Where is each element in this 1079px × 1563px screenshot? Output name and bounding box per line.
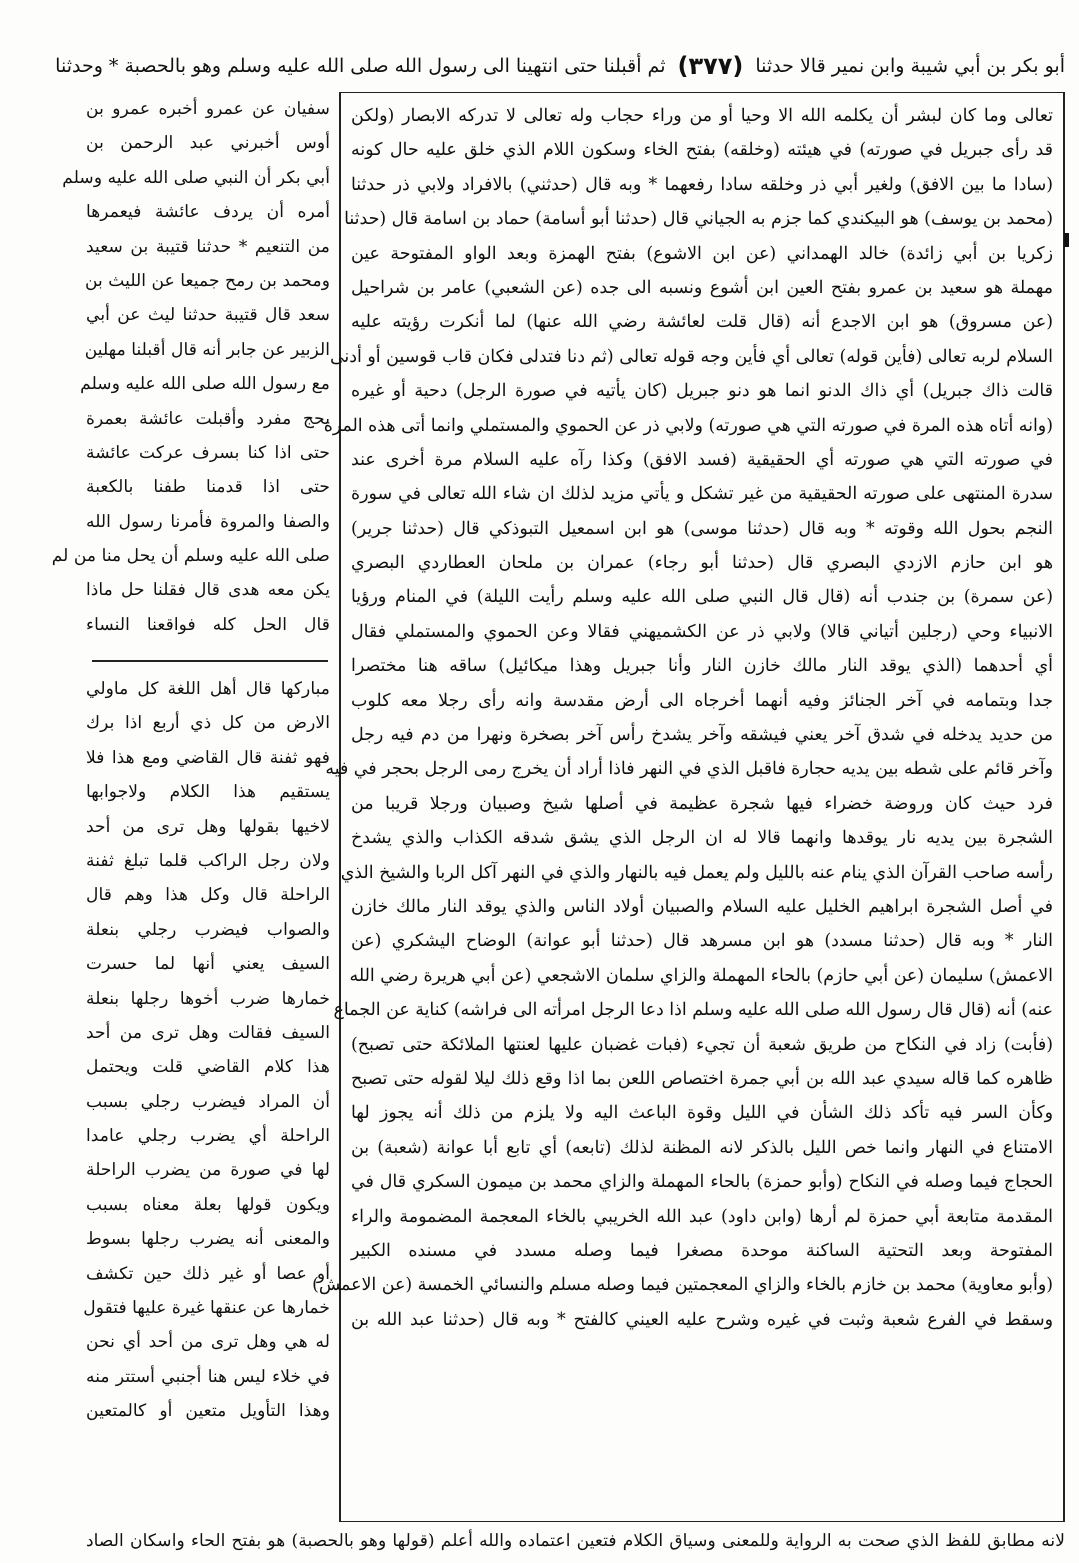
hadith-line: من التنعيم * حدثنا قتيبة بن سعيد	[86, 236, 330, 257]
hadith-line: أمره أن يردف عائشة فيعمرها	[86, 202, 330, 223]
hadith-line: مع رسول الله صلى الله عليه وسلم	[80, 374, 330, 395]
nawawi-margin-column	[83, 672, 330, 1522]
commentary-line	[351, 1440, 1053, 1474]
nawawi-line: والمعنى أنه يضرب رجلها بسوط	[86, 1229, 330, 1250]
nawawi-line: الارض من كل ذي أربع اذا برك	[86, 713, 330, 734]
hadith-line: حتى اذا قدمنا طفنا بالكعبة	[86, 477, 330, 498]
nawawi-line: في خلاء ليس هنا أجنبي أستتر منه	[86, 1366, 330, 1387]
commentary-line: وكأن السر فيه تأكد ذلك الشأن في الليل وقوة الباعث اليه ولا يلزم من ذلك أنه يجوز لها	[351, 1103, 1053, 1124]
nawawi-line: أن المراد فيضرب رجلي بسبب	[86, 1091, 330, 1112]
nawawi-line: ولان رجل الراكب قلما تبلغ ثفنة	[86, 850, 330, 871]
hadith-line: بحج مفرد وأقبلت عائشة بعمرة	[86, 408, 330, 429]
commentary-line: وسقط في الفرع شعبة وثبت في غيره وشرح عليه العيني كالفتح * وبه قال (حدثنا عبد الله بن	[351, 1309, 1053, 1330]
nawawi-line: لها في صورة من يضرب الراحلة	[86, 1160, 330, 1181]
hadith-line: سفيان عن عمرو أخبره عمرو بن	[86, 99, 330, 119]
commentary-line: المقدمة متابعة أبي حمزة لم أرها (وابن داود) عبد الله الخريبي بالخاء المعجمة المضمومة والراء	[351, 1206, 1053, 1227]
commentary-line: النار * وبه قال (حدثنا مسدد) هو ابن مسرهد قال (حدثنا أبو عوانة) الوضاح اليشكري (عن	[351, 931, 1053, 952]
nawawi-line: هذا كلام القاضي قلت ويحتمل	[86, 1057, 330, 1078]
hadith-line: يكن معه هدى قال فقلنا حل ماذا	[86, 580, 330, 601]
commentary-line: (سادا ما بين الافق) ولغير أبي ذر وخلقه سادا رفعهما * وبه قال (حدثني) بالافراد ولابي ذر حدثنا	[351, 174, 1053, 195]
hadith-line: سعد قال قتيبة حدثنا ليث عن أبي	[86, 305, 330, 326]
hadith-line: قال الحل كله فواقعنا النساء	[86, 614, 330, 635]
commentary-line: السلام لربه تعالى (فأين قوله) تعالى أي فأين وجه قوله تعالى (ثم دنا فتدلى فكان قاب قوسين أو أدنى	[329, 346, 1053, 367]
commentary-line: (وأبو معاوية) محمد بن خازم بالخاء والزاي المعجمتين فيما وصله مسلم والنسائي الخمسة (عن الاعمش)	[312, 1275, 1053, 1296]
commentary-line	[351, 1337, 1053, 1371]
commentary-line: سدرة المنتهى على صورته الحقيقية من غير تشكل و يأتي مزيد لذلك ان شاء الله تعالى في سورة	[351, 484, 1053, 505]
commentary-line: الانبياء وحي (رجلين أتياني قالا) ولابي ذر عن الكشميهني فقالا وعن الحموي والمستملي فقال	[351, 621, 1053, 642]
margin-divider	[92, 660, 328, 662]
hadith-line: صلى الله عليه وسلم أن يحل منا من لم	[51, 546, 330, 567]
hadith-line: أوس أخبرني عبد الرحمن بن	[86, 133, 330, 154]
nawawi-line: الراحلة قال وكل هذا وهم قال	[86, 885, 330, 906]
commentary-line: جدا وبتمامه في آخر الجنائز وفيه أنهما أخرجاه الى أرض مقدسة وانه رأى رجلا معه كلوب	[351, 690, 1053, 711]
commentary-line: الامتناع في النهار وانما خص الليل بالذكر لانه المظنة لذلك (تابعه) أي تابع أبا عوانة (شعبة) بن	[351, 1137, 1053, 1158]
commentary-line: من حديد يدخله في شدق آخر يعني فيشقه وآخر يشدخ رأس آخر بصخرة ونهرا من دم فيه رجل	[351, 725, 1053, 746]
commentary-line: رأسه صاحب القرآن الذي ينام عنه بالليل ولم يعمل فيه بالنهار والذي في النهر آكل الربا والشيخ الذي	[340, 862, 1053, 883]
commentary-line: قد رأى جبريل في صورته) في هيئته (وخلقه) بفتح الخاء وسكون اللام الذي خلق عليه حال كونه	[351, 140, 1053, 161]
hadith-line: والصفا والمروة فأمرنا رسول الله	[86, 511, 330, 532]
commentary-line: (عن سمرة) بن جندب أنه (قال قال النبي صلى الله عليه وسلم رأيت الليلة) في المنام ورؤيا	[351, 587, 1053, 608]
nawawi-line: يستقيم هذا الكلام ولاجوابها	[86, 782, 330, 803]
nawawi-line: الراحلة أي يضرب رجلي عامدا	[86, 1126, 330, 1147]
nawawi-line: السيف فقالت وهل ترى من أحد	[86, 1022, 330, 1043]
nawawi-line: فهو ثفنة قال القاضي ومع هذا فلا	[86, 747, 330, 768]
hadith-line: ومحمد بن رمح جميعا عن الليث بن	[84, 270, 330, 291]
nawawi-line: والصواب فيضرب رجلي بنعلة	[86, 919, 330, 940]
commentary-line: في صورته التي هي صورته أي الحقيقية (فسد الافق) وكذا رآه عليه السلام مرة أخرى عند	[351, 449, 1053, 470]
commentary-line	[351, 1475, 1053, 1509]
commentary-line	[351, 1406, 1053, 1440]
hadith-line: الزبير عن جابر أنه قال أقبلنا مهلين	[84, 339, 330, 360]
commentary-line: فرد حيث كان وروضة خضراء فيها شجرة عظيمة في أصلها شيخ وصبيان ورجلا قريبا من	[351, 793, 1053, 814]
commentary-line: هو ابن حازم الازدي البصري قال (حدثنا أبو رجاء) عمران بن ملحان العطاردي البصري	[351, 553, 1053, 574]
commentary-line: (محمد بن يوسف) هو البيكندي كما جزم به الجياني قال (حدثنا أبو أسامة) حماد بن اسامة قال (حدثنا	[344, 209, 1053, 230]
commentary-line: النجم بحول الله وقوته * وبه قال (حدثنا موسى) هو ابن اسمعيل التبوذكي قال (حدثنا جرير)	[351, 518, 1053, 539]
margin-mark	[1064, 233, 1069, 247]
page-number: (٣٧٧)	[677, 52, 744, 80]
nawawi-line: وهذا التأويل متعين أو كالمتعين	[86, 1401, 330, 1422]
commentary-line: وآخر قائم على شطه بين يديه حجارة فاقبل الذي في النهر فاذا أراد أن يخرج رمى الرجل بحجر في فيه	[325, 759, 1053, 780]
commentary-line: المفتوحة وبعد التحتية الساكنة موحدة مصغرا فيما وصله مسدد في مسنده الكبير	[351, 1240, 1053, 1261]
nawawi-line: له هي وهل ترى من أحد أي نحن	[86, 1332, 330, 1353]
hadith-line: أبي بكر أن النبي صلى الله عليه وسلم	[62, 167, 330, 188]
nawawi-line: لاخيها بقولها وهل ترى من أحد	[86, 816, 330, 837]
commentary-line: أي أحدهما (الذي يوقد النار مالك خازن النار وأنا جبريل وهذا ميكائيل) ساقه هنا مختصرا	[351, 656, 1053, 677]
commentary-line: الحجاج فيما وصله في النكاح (وأبو حمزة) بالحاء المهملة والزاي محمد بن ميمون السكري قال في	[351, 1172, 1053, 1193]
nawawi-line: ويكون قولها بعلة معناه بسبب	[86, 1194, 330, 1215]
nawawi-line: أو عصا أو غير ذلك حين تكشف	[86, 1263, 330, 1284]
commentary-line: تعالى وما كان لبشر أن يكلمه الله الا وحيا أو من وراء حجاب وله تعالى لا تدركه الابصار (ولكن	[351, 106, 1053, 126]
nawawi-line: السيف يعني أنها لما حسرت	[86, 954, 330, 975]
commentary-line: الشجرة بين يديه نار يوقدها وانهما قالا له ان الرجل الذي يشق شدقه الكذاب والذي يشدخ	[351, 828, 1053, 849]
header-left-text: ثم أقبلنا حتى انتهينا الى رسول الله صلى الله عليه وسلم وهو بالحصبة * وحدثنا	[55, 55, 666, 77]
commentary-line: مهملة هو سعيد بن عمرو بفتح العين ابن أشوع ونسبه الى جده (عن الشعبي) عامر بن شراحيل	[351, 277, 1053, 298]
nawawi-line: خمارها عن عنقها غيرة عليها فتقول	[83, 1298, 330, 1319]
commentary-line: زكريا بن أبي زائدة) خالد الهمداني (عن ابن الاشوع) بفتح الهمزة وبعد الواو المفتوحة عين	[351, 243, 1053, 264]
header-right-text: أبو بكر بن أبي شيبة وابن نمير قالا حدثنا	[755, 55, 1065, 77]
nawawi-line: مباركها قال أهل اللغة كل ماولي	[86, 679, 330, 699]
hadith-margin-column	[51, 92, 330, 652]
commentary-column	[312, 92, 1065, 1522]
commentary-line: الاعمش) سليمان (عن أبي حازم) بالحاء المهملة والزاي سلمان الاشجعي (عن أبي هريرة رضي الله	[349, 965, 1053, 986]
hadith-line: حتى اذا كنا بسرف عركت عائشة	[86, 442, 330, 463]
commentary-line	[351, 1371, 1053, 1405]
commentary-line: في أصل الشجرة ابراهيم الخليل عليه السلام والصبيان أولاد الناس والذي يوقد النار مالك خازن	[351, 896, 1053, 917]
commentary-line: (وانه أتاه هذه المرة في صورته التي هي صورته) ولابي ذر عن الحموي والمستملي وانما أتى هذه المرة	[323, 415, 1053, 436]
nawawi-line: خمارها ضرب أخوها رجلها بنعلة	[86, 988, 330, 1009]
commentary-line: عنه) أنه (قال قال رسول الله صلى الله عليه وسلم اذا دعا الرجل امرأته الى فراشه) كناية عن الجماع	[333, 1000, 1053, 1021]
page-header	[55, 44, 1065, 88]
commentary-line: ظاهره كما قاله سيدي عبد الله بن أبي جمرة اختصاص اللعن بما اذا وقع ذلك ليلا لقوله حتى تصبح	[351, 1068, 1053, 1089]
commentary-line: (فأبت) زاد في النكاح من طريق شعبة أن تجيء (فبات غضبان عليها لعنتها الملائكة حتى تصبح)	[351, 1034, 1053, 1055]
page-footer-line: لانه مطابق للفظ الذي صحت به الرواية وللمعنى وسياق الكلام فتعين اعتماده والله أعلم (قولها وهو بالحصبة) هو بفتح الحاء واسكان الصاد	[86, 1531, 1065, 1551]
commentary-line: قالت ذاك جبريل) أي ذاك الدنو انما هو دنو جبريل (كان يأتيه في صورة الرجل) دحية أو غيره	[351, 381, 1053, 402]
commentary-line: (عن مسروق) هو ابن الاجدع أنه (قال قلت لعائشة رضي الله عنها) لما أنكرت رؤيته عليه	[351, 312, 1053, 333]
